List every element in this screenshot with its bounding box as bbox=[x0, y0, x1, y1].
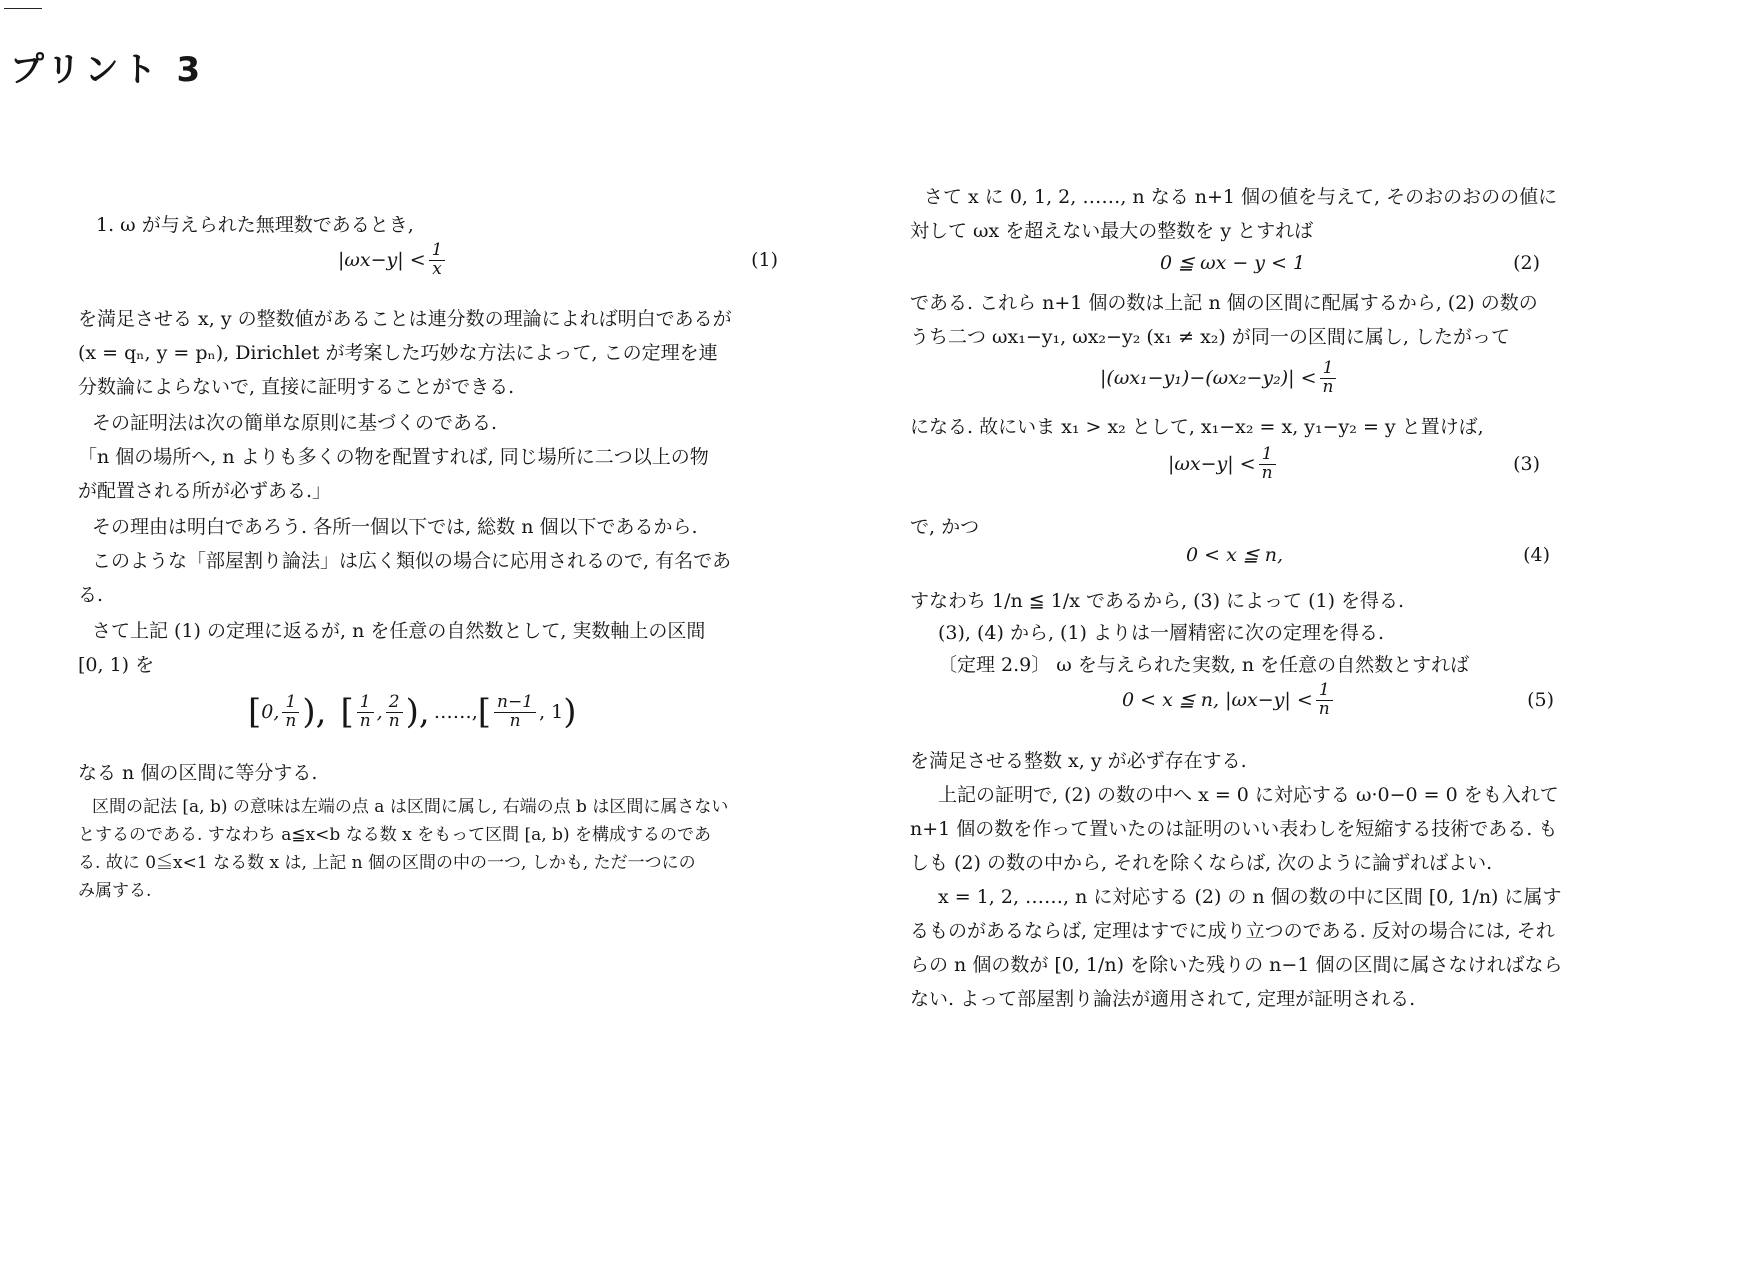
text-line: n+1 個の数を作って置いたのは証明のいい表わしを短縮する技術である. も bbox=[910, 818, 1558, 840]
equation-number: (3) bbox=[1513, 453, 1540, 476]
equation-number: (5) bbox=[1527, 689, 1554, 712]
fraction-numerator: 2 bbox=[386, 694, 403, 713]
text-line: すなわち 1/n ≦ 1/x であるから, (3) によって (1) を得る. bbox=[910, 590, 1405, 612]
fraction-numerator: n−1 bbox=[494, 694, 536, 713]
page-title: プリント 3 bbox=[10, 50, 205, 90]
equation-1 bbox=[338, 242, 778, 279]
fraction bbox=[1259, 446, 1276, 483]
text-line: るものがあるならば, 定理はすでに成り立つのである. 反対の場合には, それ bbox=[910, 920, 1555, 942]
theorem-statement: 〔定理 2.9〕 ω を与えられた実数, n を任意の自然数とすれば bbox=[938, 654, 1470, 676]
equation-expr: 0 ≦ ωx − y < 1 bbox=[1160, 252, 1306, 274]
text-line: である. これら n+1 個の数は上記 n 個の区間に配属するから, (2) の数の bbox=[910, 292, 1538, 314]
text-line: になる. 故にいま x₁ > x₂ として, x₁−x₂ = x, y₁−y₂ = y と置けば, bbox=[910, 416, 1484, 438]
text-line: らの n 個の数が [0, 1/n) を除いた残りの n−1 個の区間に属さなければなら bbox=[910, 954, 1563, 976]
text-line: なる n 個の区間に等分する. bbox=[78, 762, 318, 784]
interval-end-value: 1 bbox=[551, 701, 564, 724]
text-line: x = 1, 2, ……, n に対応する (2) の n 個の数の中に区間 [0, 1/n) に属す bbox=[938, 886, 1562, 908]
equation-4 bbox=[1186, 544, 1550, 566]
equation-lhs: |ωx−y| < bbox=[338, 249, 426, 272]
text-line: み属する. bbox=[78, 881, 152, 901]
text-line: 区間の記法 [a, b) の意味は左端の点 a は区間に属し, 右端の点 b は区間に属さない bbox=[92, 797, 729, 817]
fraction bbox=[357, 694, 374, 731]
equation-lhs: |ωx−y| < bbox=[1168, 453, 1256, 476]
text-line: 分数論によらないで, 直接に証明することができる. bbox=[78, 376, 515, 398]
text-line: る. bbox=[78, 584, 104, 606]
fraction-numerator: 1 bbox=[429, 242, 446, 261]
equation-lhs: |(ωx₁−y₁)−(ωx₂−y₂)| < bbox=[1100, 367, 1317, 390]
fraction bbox=[282, 694, 299, 731]
equation-5 bbox=[1122, 682, 1554, 719]
text-line: 上記の証明で, (2) の数の中へ x = 0 に対応する ω·0−0 = 0 をも入れて bbox=[938, 784, 1559, 806]
text-line: とするのである. すなわち a≦x<b なる数 x をもって区間 [a, b) を構成するのであ bbox=[78, 825, 711, 845]
fraction-denominator: x bbox=[432, 258, 442, 279]
fraction-numerator: 1 bbox=[1259, 446, 1276, 465]
fraction-denominator: n bbox=[285, 710, 297, 731]
text-line: (3), (4) から, (1) よりは一層精密に次の定理を得る. bbox=[938, 622, 1385, 644]
bracket: ) bbox=[563, 692, 577, 733]
text-line: (x = qₙ, y = pₙ), Dirichlet が考案した巧妙な方法によって, この定理を連 bbox=[78, 342, 718, 364]
text-line: 1. ω が与えられた無理数であるとき, bbox=[96, 214, 414, 236]
ellipsis: ……, bbox=[433, 701, 478, 724]
fraction bbox=[386, 694, 403, 731]
fraction bbox=[1320, 360, 1337, 397]
bracket: [ bbox=[477, 692, 492, 733]
text-line: しも (2) の数の中から, それを除くならば, 次のように論ずればよい. bbox=[910, 852, 1493, 874]
equation-number: (2) bbox=[1513, 252, 1540, 274]
text-line: を満足させる整数 x, y が必ず存在する. bbox=[910, 750, 1247, 772]
fraction-denominator: n bbox=[509, 710, 521, 731]
equation-number: (1) bbox=[751, 249, 778, 272]
text-line: その証明法は次の簡単な原則に基づくのである. bbox=[92, 412, 498, 434]
comma: , bbox=[376, 701, 383, 724]
fraction bbox=[494, 694, 536, 731]
text-line: うち二つ ωx₁−y₁, ωx₂−y₂ (x₁ ≠ x₂) が同一の区間に属し, したがって bbox=[910, 326, 1510, 348]
bracket: [ bbox=[248, 692, 262, 733]
equation-lhs: 0 < x ≦ n, |ωx−y| < bbox=[1122, 689, 1313, 712]
equation-number: (4) bbox=[1523, 544, 1550, 566]
text-line: が配置される所が必ずある.」 bbox=[78, 480, 332, 502]
text-line: 「n 個の場所へ, n よりも多くの物を配置すれば, 同じ場所に二つ以上の物 bbox=[78, 446, 709, 468]
fraction-numerator: 1 bbox=[1316, 682, 1333, 701]
equation-expr: 0 < x ≦ n, bbox=[1186, 544, 1284, 566]
equation-difference bbox=[1100, 360, 1339, 397]
scan-mark bbox=[4, 8, 42, 9]
text-line: ない. よって部屋割り論法が適用されて, 定理が証明される. bbox=[910, 988, 1416, 1010]
text-line: で, かつ bbox=[910, 516, 980, 538]
fraction-numerator: 1 bbox=[357, 694, 374, 713]
fraction bbox=[429, 242, 446, 279]
text-line: さて x に 0, 1, 2, ……, n なる n+1 個の値を与えて, そのおのおのの値に bbox=[924, 186, 1558, 208]
text-line: その理由は明白であろう. 各所一個以下では, 総数 n 個以下であるから. bbox=[92, 516, 698, 538]
fraction bbox=[1316, 682, 1333, 719]
bracket: ), bbox=[405, 692, 430, 733]
interval-list bbox=[248, 694, 577, 731]
bracket: ), bbox=[302, 692, 327, 733]
text-line: る. 故に 0≦x<1 なる数 x は, 上記 n 個の区間の中の一つ, しかも, ただ一つにの bbox=[78, 853, 696, 873]
equation-3 bbox=[1168, 446, 1540, 483]
text-line: を満足させる x, y の整数値があることは連分数の理論によれば明白であるが bbox=[78, 308, 732, 330]
bracket: [ bbox=[340, 692, 354, 733]
interval-start: 0, bbox=[261, 701, 280, 724]
fraction-numerator: 1 bbox=[282, 694, 299, 713]
text-line: [0, 1) を bbox=[78, 654, 155, 676]
fraction-denominator: n bbox=[1322, 376, 1334, 397]
fraction-denominator: n bbox=[359, 710, 371, 731]
fraction-denominator: n bbox=[388, 710, 400, 731]
fraction-numerator: 1 bbox=[1320, 360, 1337, 379]
fraction-denominator: n bbox=[1261, 462, 1273, 483]
fraction-denominator: n bbox=[1318, 698, 1330, 719]
text-line: このような「部屋割り論法」は広く類似の場合に応用されるので, 有名であ bbox=[92, 550, 732, 572]
text-line: さて上記 (1) の定理に返るが, n を任意の自然数として, 実数軸上の区間 bbox=[92, 620, 706, 642]
interval-end: , bbox=[539, 701, 552, 724]
text-line: 対して ωx を超えない最大の整数を y とすれば bbox=[910, 220, 1314, 242]
equation-2 bbox=[1160, 252, 1540, 274]
